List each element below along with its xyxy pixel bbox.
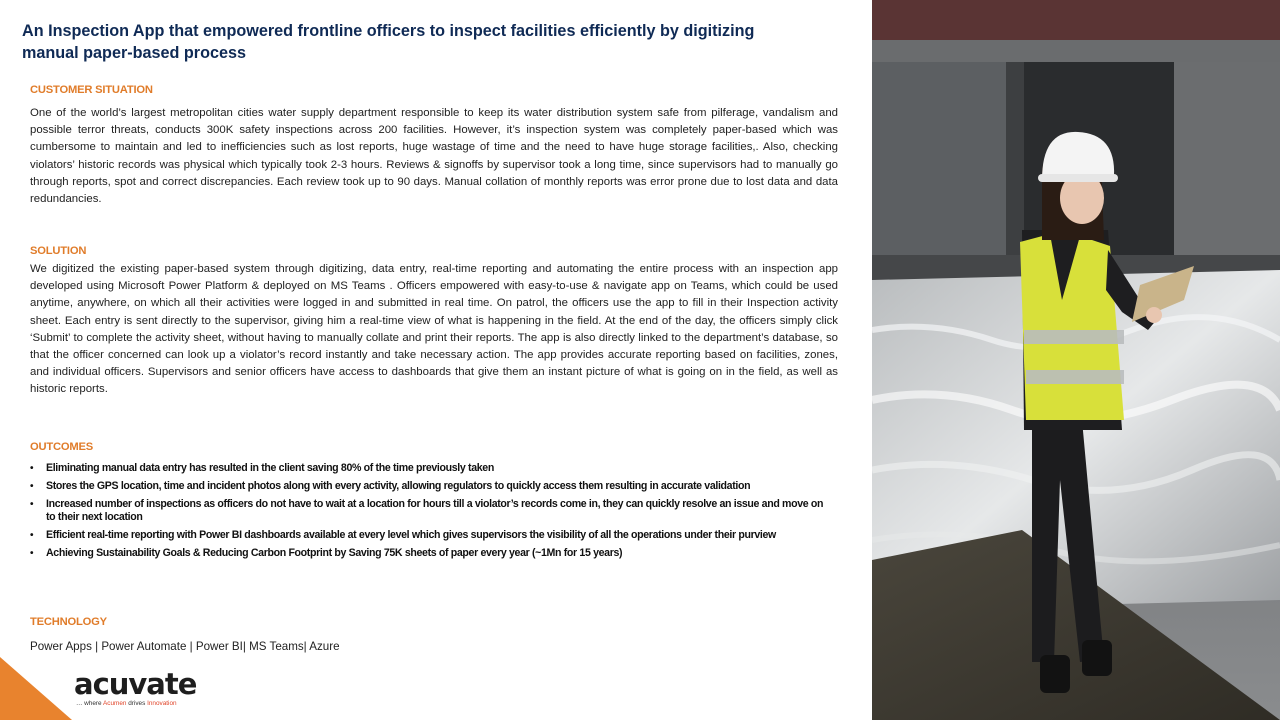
acuvate-logo — [74, 668, 196, 707]
customer-situation-heading: CUSTOMER SITUATION — [30, 84, 153, 96]
solution-text: We digitized the existing paper-based system through digitizing, data entry, real-time reporting and automating the entire process with an inspection app developed using Microsoft Power Platform & deployed on MS Teams . Officers empowered with easy-to-use & navigate app on Teams, which could be used anytime, anywhere, on which all their activities were logged in and submitted in real time. On patrol, the officers use the app to fill in their Inspection activity sheet. Each entry is sent directly to the supervisor, giving him a real-time view of what is happening in the field. At the end of the day, the officers simply click ‘Submit’ to complete the activity sheet, without having to manually collate and print their reports. The app is also directly linked to the department’s database, so that the officer concerned can look up a violator’s record instantly and take necessary action. The app provides accurate reporting based on facilities, zones, and individual officers. Supervisors and senior officers have access to dashboards that give them an instant picture of what is going on in the field, as well as historic reports. — [30, 263, 838, 396]
bullet-icon: • — [30, 463, 34, 474]
technology-heading: TECHNOLOGY — [30, 616, 107, 628]
technology-list: Power Apps | Power Automate | Power BI| MS Teams| Azure — [30, 640, 340, 653]
outcome-item: • Efficient real-time reporting with Power BI dashboards available at every level which gives supervisors the visibility of all the operations under their purview — [30, 529, 776, 541]
outcomes-heading: OUTCOMES — [30, 441, 94, 453]
inspector-photo — [872, 0, 1280, 720]
bullet-icon: • — [30, 548, 34, 559]
bullet-icon: • — [30, 530, 34, 541]
customer-situation-text: One of the world’s largest metropolitan cities water supply department responsible to keep its water distribution system safe from pilferage, vandalism and possible terror threats, conducts 300K safety inspections across 200 facilities. However, it’s inspection system was completely paper-based which was cumbersome to maintain and led to inefficiencies such as lost reports, huge wastage of time and the need to have huge storage facilities,. Also, checking violators’ historic records was physical which typically took 2-3 hours. Reviews & signoffs by supervisor took a long time, since supervisors had to manually go through reports, spot and correct discrepancies. Each review took up to 90 days. Manual collation of monthly reports was error prone due to lost data and data redundancies. — [30, 107, 838, 206]
outcome-item: • Stores the GPS location, time and incident photos along with every activity, allowing regulators to quickly access them resulting in accurate validation — [30, 480, 751, 492]
outcome-item: • Achieving Sustainability Goals & Reducing Carbon Footprint by Saving 75K sheets of paper every year (~1Mn for 15 years) — [30, 547, 623, 559]
logo-wordmark: acuvate — [74, 667, 197, 701]
outcome-item: • Eliminating manual data entry has resulted in the client saving 80% of the time previously taken — [30, 462, 494, 474]
inspector-photo-illustration — [872, 0, 1280, 720]
corner-accent — [0, 657, 72, 720]
outcome-item: • Increased number of inspections as officers do not have to wait at a location for hours till a violator’s records come in, they can quickly resolve an issue and move on to their next location — [30, 498, 824, 523]
logo-tagline: … where Acumen drives Innovation — [76, 700, 177, 707]
bullet-icon: • — [30, 499, 34, 510]
page-title: An Inspection App that empowered frontline officers to inspect facilities efficiently by digitizing manual paper-based process — [22, 22, 755, 62]
solution-heading: SOLUTION — [30, 245, 87, 257]
bullet-icon: • — [30, 481, 34, 492]
outcomes-list — [30, 462, 830, 565]
